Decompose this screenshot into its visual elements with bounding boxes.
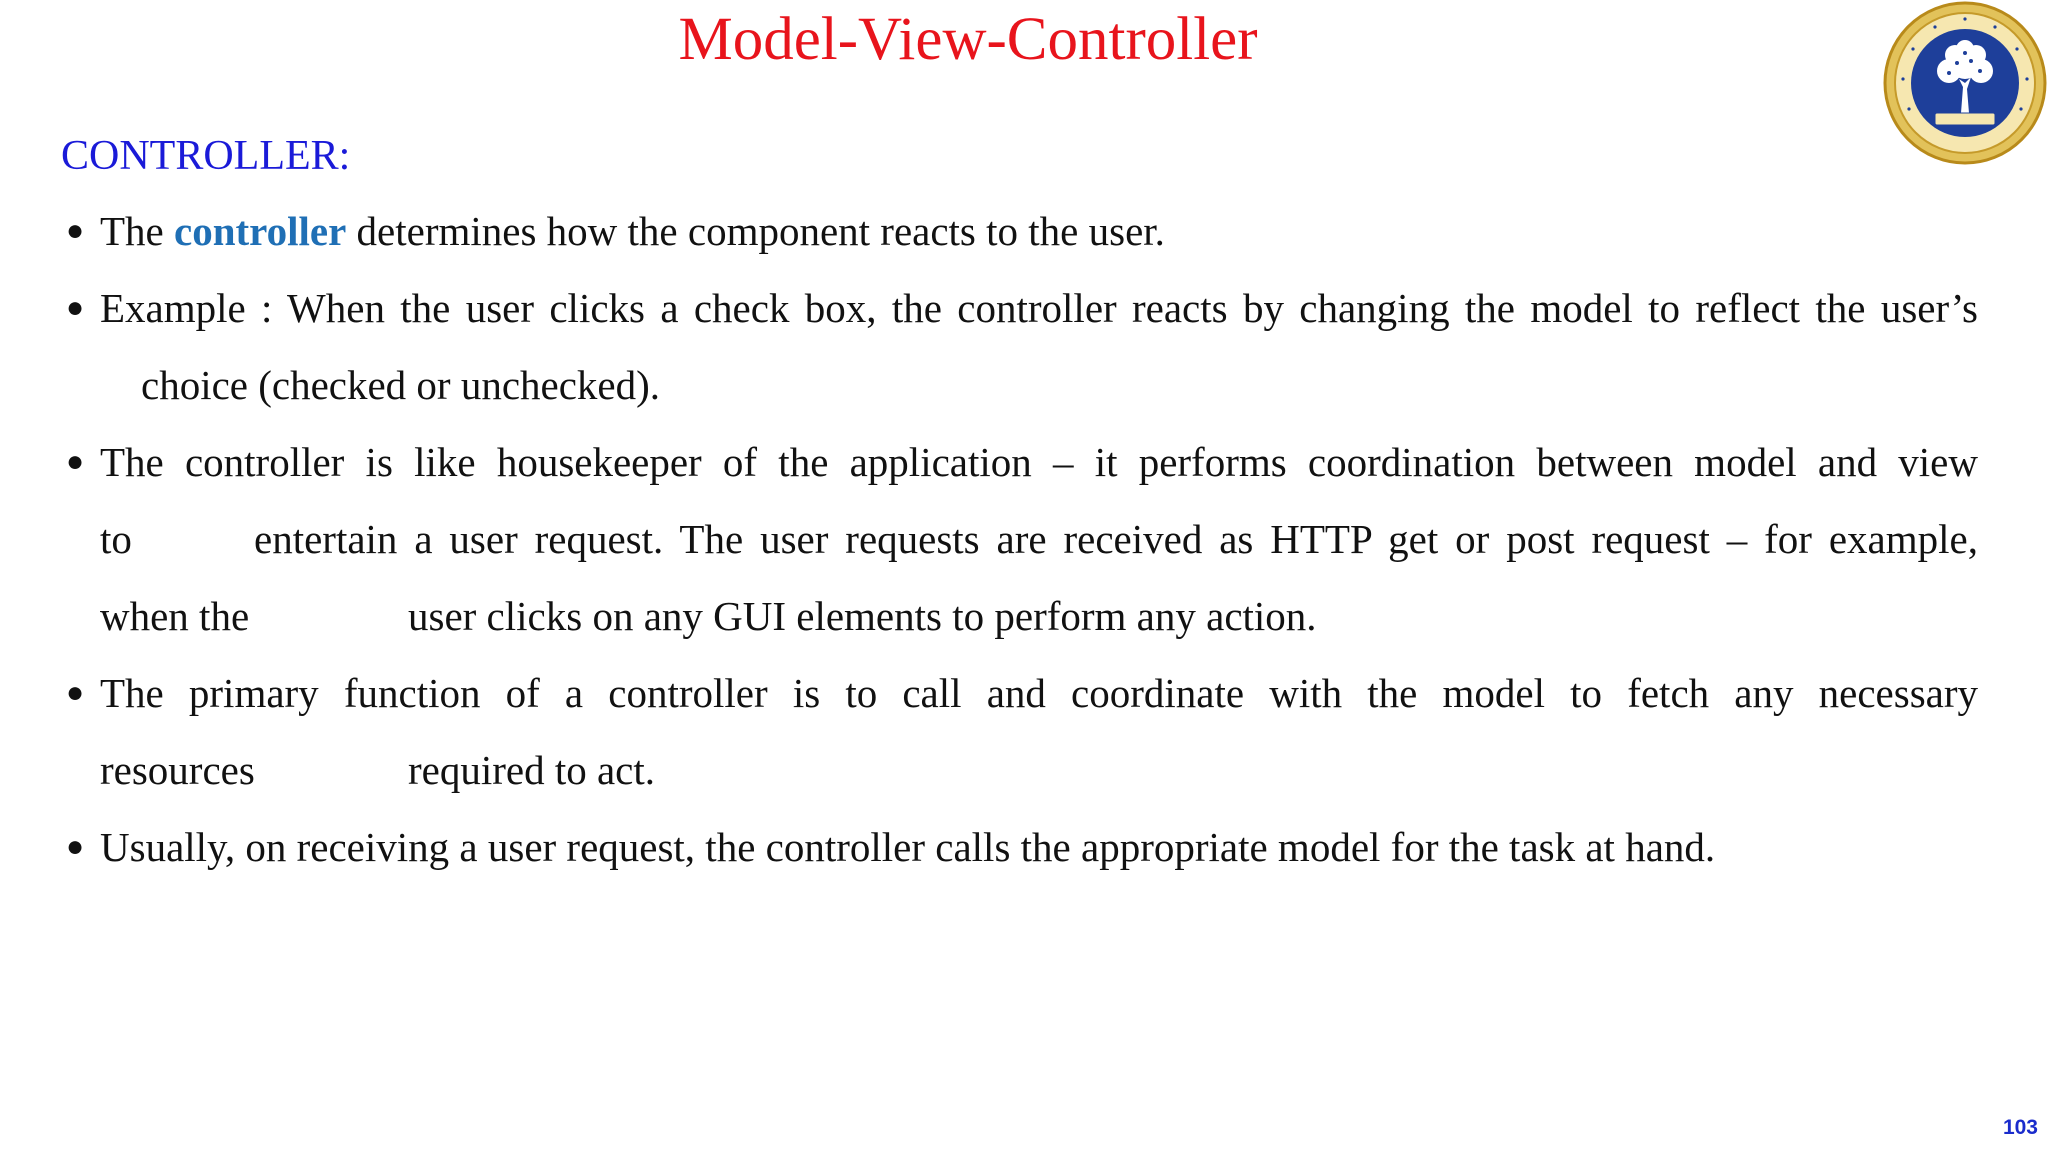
bullet-5-line-1: Usually, on receiving a user request, the controller calls the appropriate model for the task at hand.: [100, 824, 1716, 870]
bullet-3-line-2: entertain a user request. The user requests are received as HTTP get or post request – for example,: [254, 516, 1978, 562]
bullet-4-line-1: The primary function of a controller is to call and coordinate with the model to fetch any necessary: [100, 670, 1978, 716]
slide-title: Model-View-Controller: [678, 6, 1258, 73]
bullet-dot: ●: [66, 676, 85, 709]
bullet-dot: ●: [66, 445, 85, 478]
bullet-2-line-2: choice (checked or unchecked).: [141, 362, 661, 408]
bullet-3-line-3-start: when the: [100, 593, 250, 639]
bullet-3-line-2-start: to: [100, 516, 132, 562]
bullet-1-pre: The: [100, 208, 174, 254]
bullet-1-post: determines how the component reacts to the user.: [346, 208, 1165, 254]
section-heading: CONTROLLER:: [61, 133, 351, 179]
bullet-dot: ●: [66, 830, 85, 863]
bullet-1: [100, 206, 1165, 256]
bullet-4-line-2-start: resources: [100, 747, 255, 793]
controller-highlight: controller: [174, 208, 347, 254]
page-number: 103: [2002, 1116, 2038, 1139]
bullet-dot: ●: [66, 291, 85, 324]
bullet-3-line-3: user clicks on any GUI elements to perform any action.: [408, 593, 1317, 639]
bullet-dot: ●: [66, 214, 85, 247]
bullet-2-line-1: Example : When the user clicks a check box, the controller reacts by changing the model to reflect the user’s: [100, 285, 1978, 331]
bullet-4-line-2: required to act.: [408, 747, 656, 793]
bullet-3-line-1: The controller is like housekeeper of the application – it performs coordination between model and view: [100, 439, 1978, 485]
seal-graphic: [1883, 1, 2047, 165]
institute-seal-icon: [1883, 1, 2047, 165]
